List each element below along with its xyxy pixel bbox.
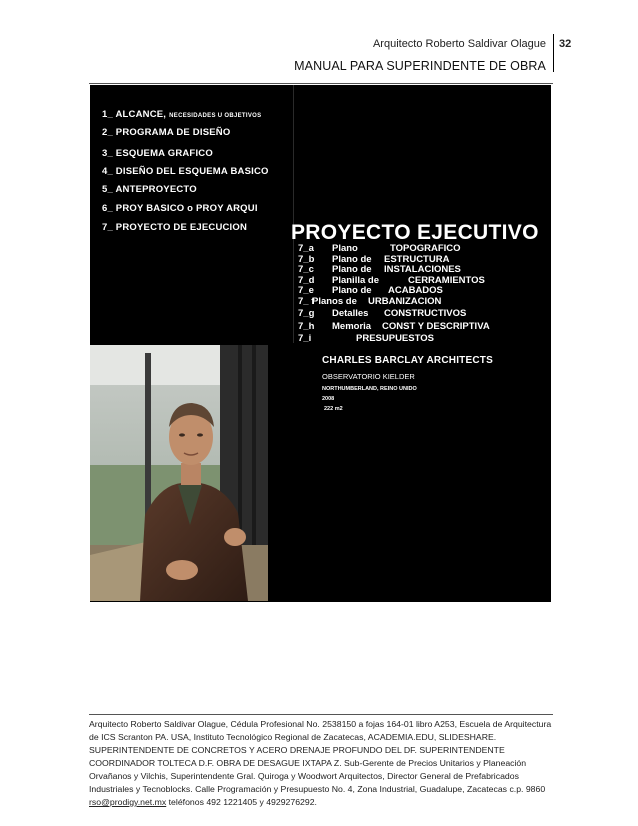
phase-list <box>90 85 293 343</box>
footer-rule <box>89 714 553 715</box>
slide-divider <box>293 85 294 343</box>
phase-item-6: 6_ PROY BASICO o PROY ARQUI <box>102 203 258 214</box>
slide-main-title: PROYECTO EJECUTIVO <box>291 221 539 244</box>
project-year: 2008 <box>322 396 335 402</box>
phase-item-3: 3_ ESQUEMA GRAFICO <box>102 148 213 159</box>
header-author: Arquitecto Roberto Saldivar Olague <box>372 38 546 50</box>
phase-item-7: 7_ PROYECTO DE EJECUCION <box>102 222 248 233</box>
header-rule <box>89 83 553 84</box>
phase-item-5: 5_ ANTEPROYECTO <box>102 184 197 195</box>
phase-item-4: 4_ DISEÑO DEL ESQUEMA BASICO <box>102 166 269 177</box>
architect-name: CHARLES BARCLAY ARCHITECTS <box>322 355 493 366</box>
phase-item-2: 2_ PROGRAMA DE DISEÑO <box>102 127 231 138</box>
footer-text: Arquitecto Roberto Saldivar Olague, Cédula Profesional No. 2538150 a fojas 164-01 libro A253, Escuela de Arquitectura de ICS Scranton PA. USA, Instituto Tecnológico Regional de Zacatecas, ACADEMIA.EDU, SLIDESHARE. SUPERINTENDENTE DE CONCRETOS Y ACERO DRENAJE PROFUNDO DEL DF. SUPERINTENDENTE COORDINADOR TOLTECA D.F. OBRA DE DESAGUE IXTAPA Z. Sub-Gerente de Precios Unitarios y Planeación Orvañanos y Vilchis, Superintendente Gral. Quiroga y Woodwort Arquitectos, Director General de Prefabricados Industriales y Tecnoblocks. Calle Programación y Presupuesto No. 4, Zona Industrial, Guadalupe, Zacatecas c.p. 9860 rso@prodigy.net.mx teléfonos 492 1221405 y 4929276292. <box>89 719 552 807</box>
project-area: 222 m2 <box>324 406 343 412</box>
architect-photo <box>90 345 268 601</box>
page-number: 32 <box>559 38 572 50</box>
document-title: MANUAL PARA SUPERINDENTE DE OBRA <box>294 59 546 73</box>
phase-item-1: 1_ ALCANCE, NECESIDADES U OBJETIVOS <box>102 109 262 120</box>
slide-image: 1_ ALCANCE, NECESIDADES U OBJETIVOS 2_ PROGRAMA DE DISEÑO 3_ ESQUEMA GRAFICO 4_ DISEÑO DEL ESQUEMA BASICO 5_ ANTEPROYECTO 6_ PROY BASICO o PROY ARQUI 7_ PROYECTO DE EJECUCION PROYECTO EJECUTIVO 7_a Plano TOPOGRAFICO 7_b Plano de ESTRUCTURA 7_c Plano de INSTALACIONES 7_d Planilla de CERRAMIENTOS 7_e Plano de ACABADOS 7_ f Planos de URBANIZACION 7_g Detalles CONSTRUCTIVOS 7_h Memoria CONST Y DESCRIPTIVA 7_i PRESUPUESTOS CHARLES BARCLAY ARCHITECTS OBSERVATORIO KIELDER NORTHUMBERLAND, REINO UNIDO 2008 222 m2 <box>90 85 551 602</box>
project-location: NORTHUMBERLAND, REINO UNIDO <box>322 386 417 392</box>
header-divider <box>553 34 554 72</box>
email-link[interactable]: rso@prodigy.net.mx <box>89 797 167 807</box>
project-name: OBSERVATORIO KIELDER <box>322 372 415 381</box>
